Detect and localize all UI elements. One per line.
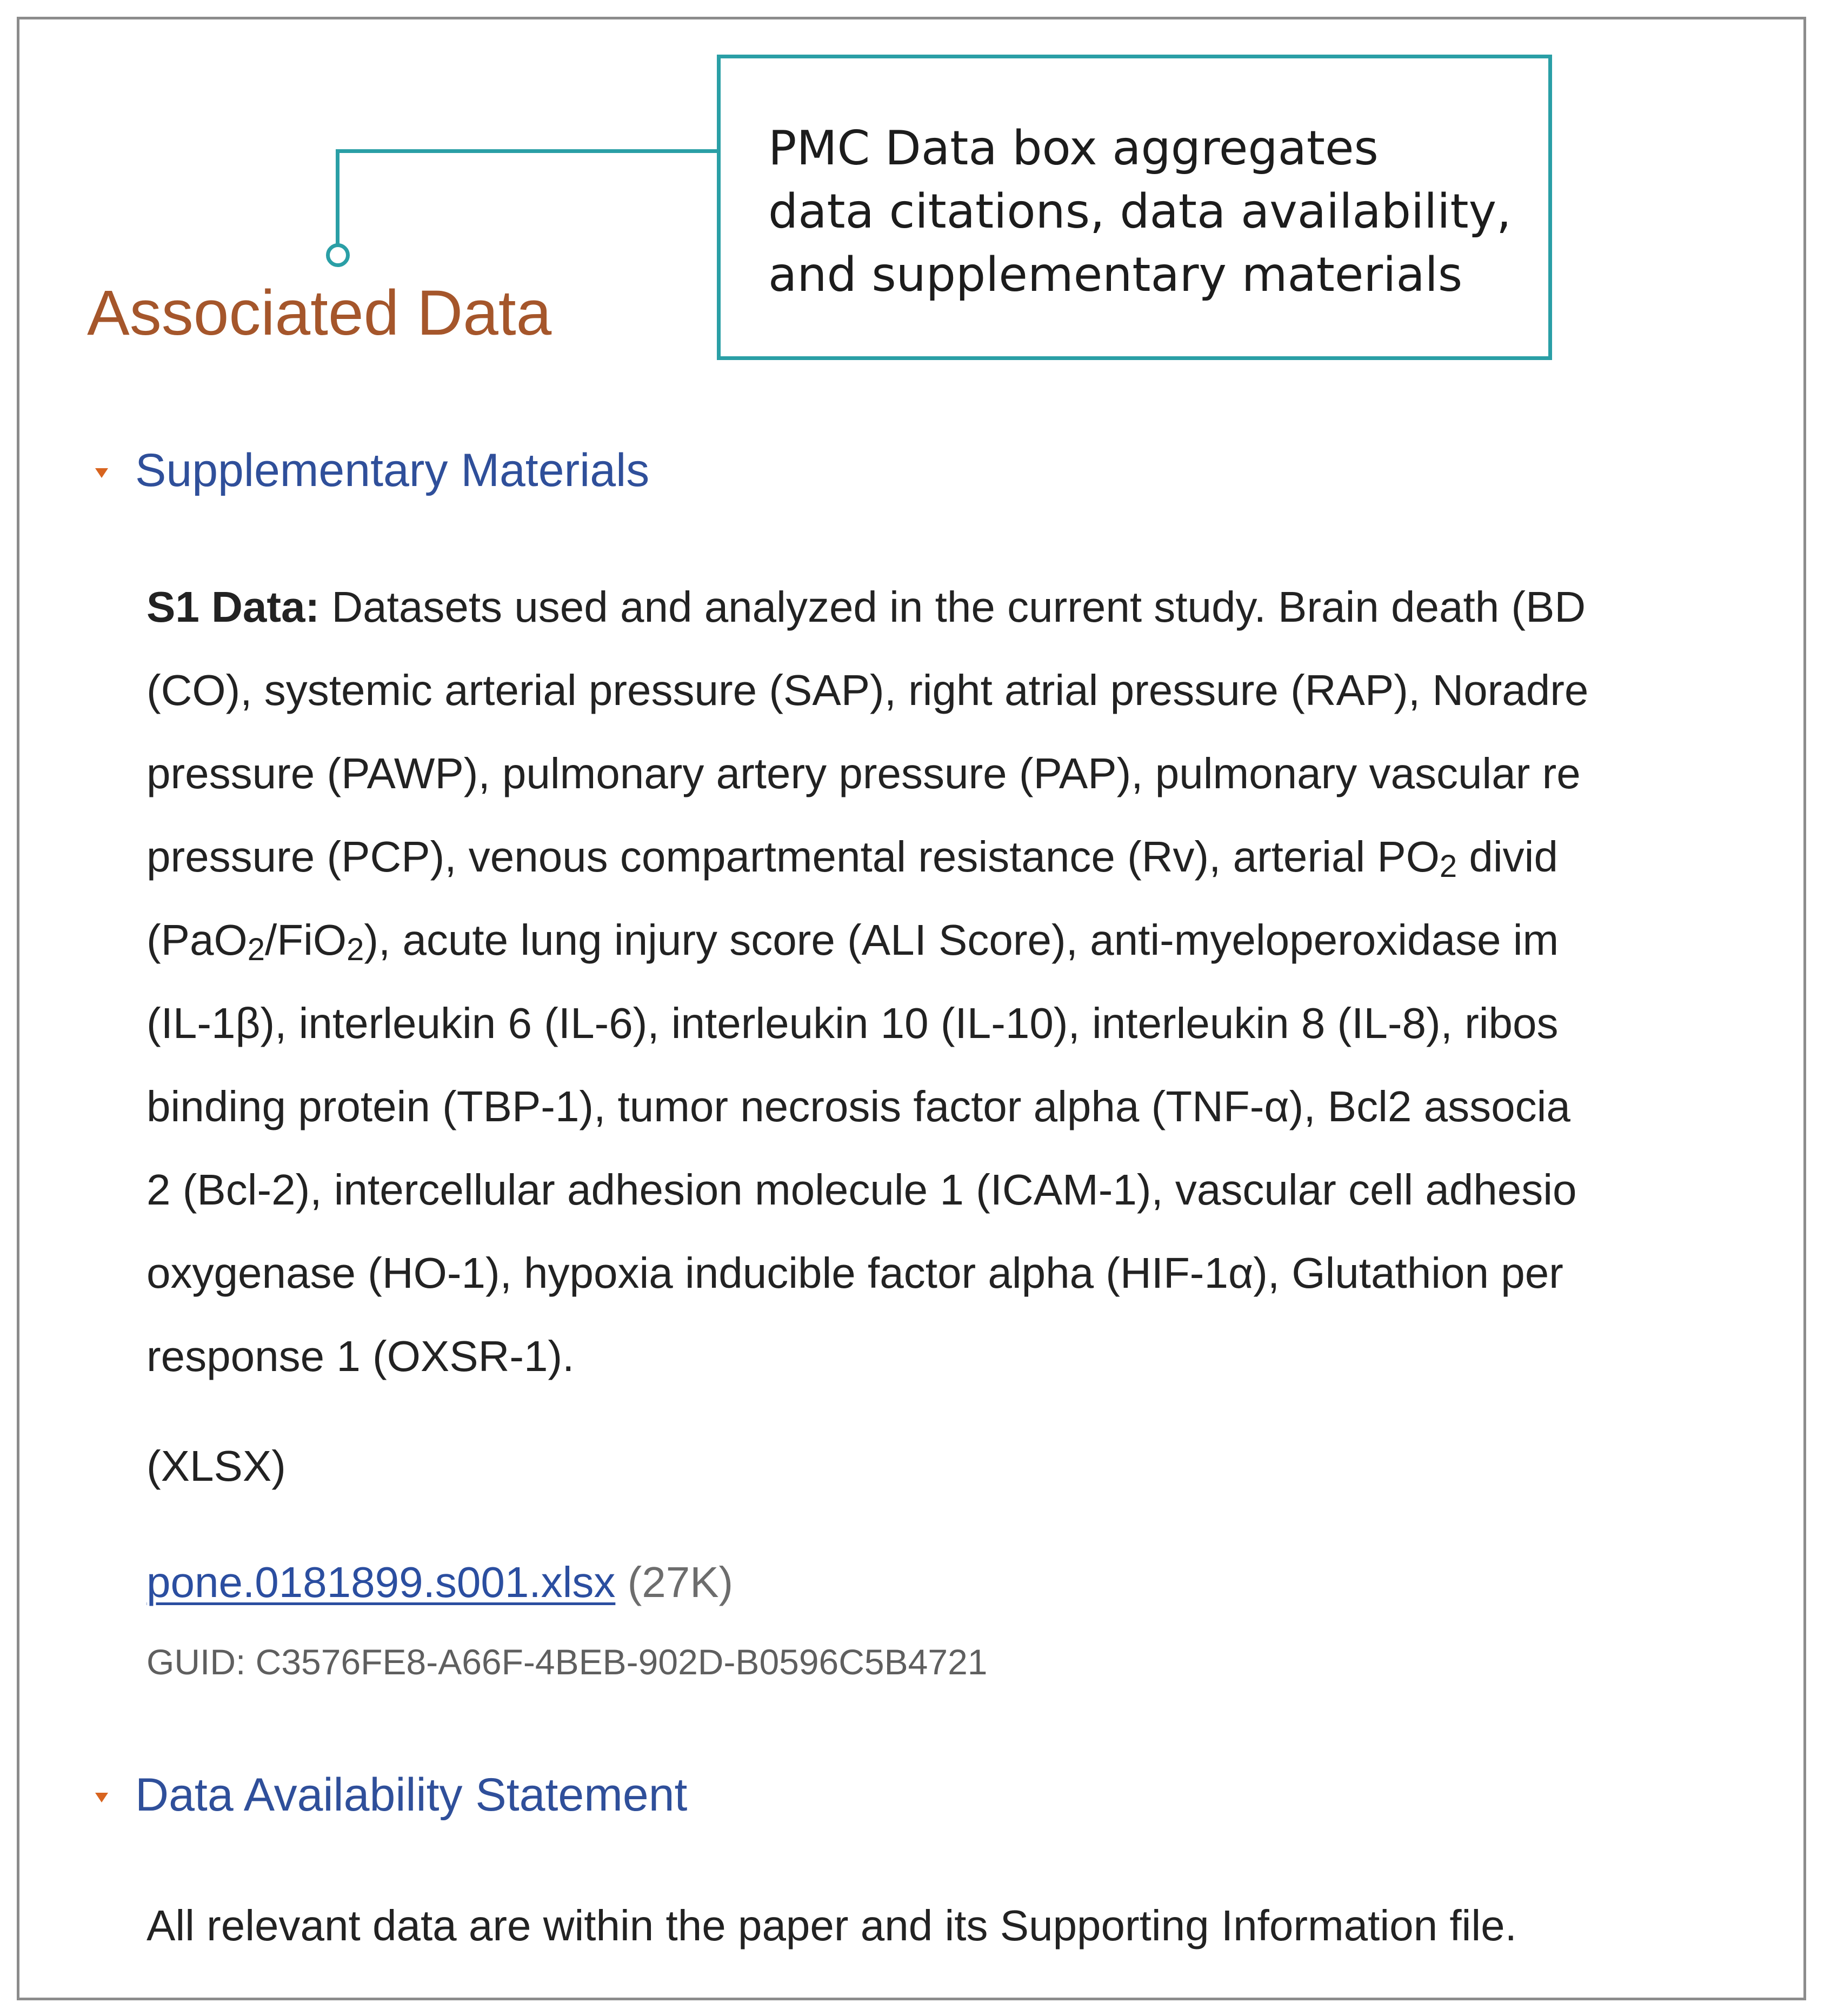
supplementary-materials-toggle[interactable] — [95, 444, 649, 497]
s1-line: binding protein (TBP-1), tumor necrosis factor alpha (TNF-α), Bcl2 associa — [147, 1082, 1570, 1130]
data-availability-title: Data Availability Statement — [135, 1769, 688, 1821]
supplementary-file-link[interactable]: pone.0181899.s001.xlsx — [147, 1558, 616, 1606]
triangle-down-icon — [95, 1793, 108, 1802]
data-availability-text: All relevant data are within the paper and its Supporting Information file. — [147, 1901, 1517, 1950]
page-frame — [17, 17, 1806, 2000]
s1-line: oxygenase (HO-1), hypoxia inducible factor alpha (HIF-1α), Glutathion per — [147, 1249, 1563, 1297]
callout-connector-vertical — [336, 149, 339, 252]
callout-connector-horizontal — [336, 149, 719, 153]
s1-line: response 1 (OXSR-1). — [147, 1332, 575, 1380]
data-availability-toggle[interactable] — [95, 1768, 687, 1822]
file-line — [147, 1558, 733, 1607]
callout-line: PMC Data box aggregates — [768, 121, 1379, 176]
file-format-label: (XLSX) — [147, 1442, 286, 1490]
s1-line: pressure (PCP), venous compartmental resistance (Rv), arterial $PO_2$ divid — [147, 833, 1558, 884]
s1-data-description — [147, 565, 1588, 1398]
s1-line: (IL-1β), interleukin 6 (IL-6), interleukin 10 (IL-10), interleukin 8 (IL-8), ribos — [147, 999, 1559, 1047]
s1-line: (CO), systemic arterial pressure (SAP), right atrial pressure (RAP), Noradre — [147, 666, 1589, 714]
file-size: (27K) — [615, 1558, 734, 1606]
s1-line: S1 Data: Datasets used and analyzed in the current study. Brain death (BD — [147, 583, 1586, 631]
s1-label: S1 Data: — [147, 583, 320, 631]
s1-line: (PaO$_2$/FiO$_2$), acute lung injury score (ALI Score), anti-myeloperoxidase im — [147, 916, 1559, 967]
s1-line: pressure (PAWP), pulmonary artery pressure (PAP), pulmonary vascular re — [147, 749, 1581, 797]
supplementary-materials-title: Supplementary Materials — [135, 444, 650, 496]
callout-line: and supplementary materials — [768, 247, 1463, 302]
callout-text — [768, 117, 1512, 307]
triangle-down-icon — [95, 468, 108, 478]
callout-line: data citations, data availability, — [768, 184, 1512, 239]
callout-anchor-dot — [326, 243, 350, 267]
file-guid: GUID: C3576FE8-A66F-4BEB-902D-B0596C5B4721 — [147, 1642, 988, 1682]
s1-line: 2 (Bcl-2), intercellular adhesion molecule 1 (ICAM-1), vascular cell adhesio — [147, 1166, 1577, 1214]
associated-data-heading: Associated Data — [87, 277, 552, 349]
